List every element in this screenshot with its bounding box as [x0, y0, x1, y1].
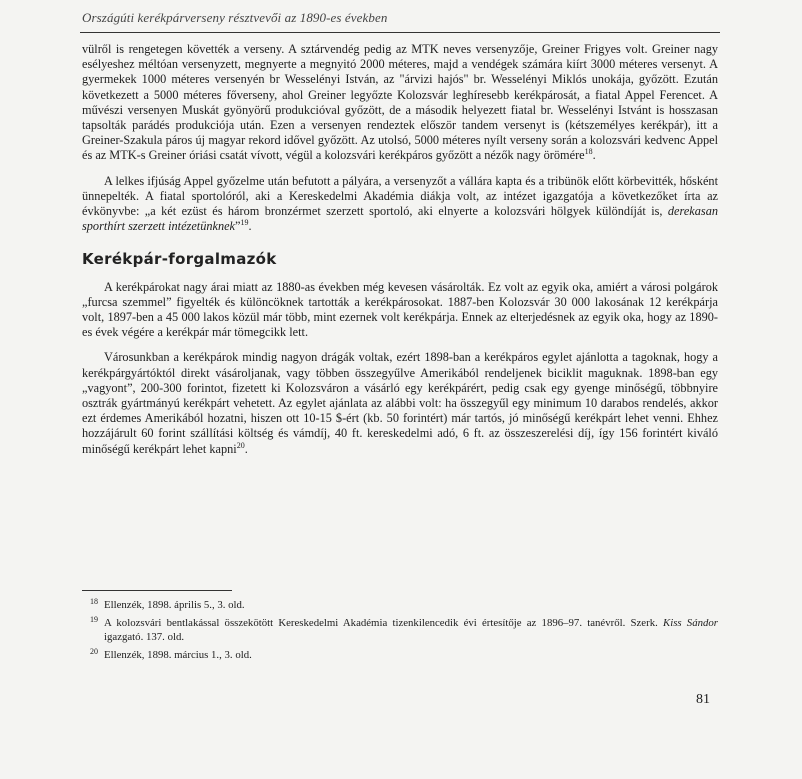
paragraph-2-text: A lelkes ifjúság Appel győzelme után befutott a pályára, a versenyzőt a vállára kapta és a tribünök előtt körbevitték, hősként ünnepelték. A fiatal sportolóról, aki a Kereskedelmi Akadémia diákja volt, az intézet igazgatója a következőket írta az évkönyvbe: „a két ezüst és három bronzérmet szerzett sportoló, aki elnyerte a kolozsvári hölgyek különdíját is,	[82, 173, 718, 219]
paragraph-4-end: .	[244, 441, 248, 456]
paragraph-4-text: Városunkban a kerékpárok mindig nagyon drágák voltak, ezért 1898-ban a kerékpáros egylet ajánlotta a tagoknak, hogy a kerékpárgyártóktól direkt vásároljanak, vagy többen összegyűlve Amerikából rendeljenek biciklit maguknak. 1898-ban egy „vagyont”, 200-300 forintot, fizetett ki Kolozsváron a vásárló egy kerékpárért, pedig csak egy gyenge minőségű, többnyire osztrák gyártmányú kerékpárt vehetett. Az egylet ajánlata az alábbi volt: ha összegyűl egy minimum 10 darabos rendelés, akkor ezt érdemes Amerikából hozatni, hiszen ott 10-15 $-ért (kb. 50 forintért) már tartós, jó minőségű kerékpárt lehet venni. Ehhez hozzájárult 60 forint szállítási költség és vámdíj, 40 ft. kereskedelmi adó, 6 ft. az összeszerelési díj, így 156 forintért kiváló minőségű kerékpárt lehet kapni	[82, 350, 718, 456]
footnote-ref-19: 19	[240, 218, 249, 228]
footnote-text: A kolozsvári bentlakással összekötött Kereskedelmi Akadémia tizenkilencedik évi értesítője az 1896–97. tanévről. Szerk.	[104, 617, 663, 629]
section-heading: Kerékpár-forgalmazók	[82, 250, 277, 269]
footnote-ref-20: 20	[236, 440, 245, 450]
footnote-number: 20	[90, 647, 98, 656]
footnote-18	[82, 598, 718, 612]
footnote-19	[82, 616, 718, 644]
paragraph-4	[82, 350, 718, 456]
footnote-text: Ellenzék, 1898. március 1., 3. old.	[104, 649, 252, 661]
header-rule	[80, 32, 720, 33]
footnote-tail: igazgató. 137. old.	[104, 631, 185, 643]
footnote-number: 19	[90, 615, 98, 624]
paragraph-2-tail: ”	[235, 219, 241, 234]
paragraph-2-end: .	[248, 219, 252, 234]
paragraph-2-quote: derekasan sporthírt szerzett intézetünknek	[82, 204, 718, 234]
footnote-ref-18: 18	[584, 147, 593, 157]
footnote-number: 18	[90, 597, 98, 606]
footnote-rule	[82, 590, 232, 591]
page-number: 81	[696, 692, 710, 707]
paragraph-2	[82, 174, 718, 235]
paragraph-1: vülről is rengetegen követték a verseny. A sztárvendég pedig az MTK neves versenyzője, Greiner Frigyes volt. Greiner nagy esélyeshez méltóan versenyzett, megnyerte a megnyitó 2000 méteres, majd a vendégek számára kiírt 3000 méteres versenyt. A gyermekek 1000 méteres versenyén br Wesselényi István, az "árvizi hajós" br. Wesselényi Miklós unokája, győzött. Ezután következett a 5000 méteres főverseny, ahol Greiner legyőzte Kolozsvár leghíresebb kerékpárosát, a fiatal Appel Ferencet. A művészi versenyen Muskát gyönyörű produkcióval győzött, de a második helyezett fiatal br. Wesselényi Istvánt is hosszasan tapsolták parádés produkciója után. Ezen a versenyen rendeztek először tandem versenyt is (kétszemélyes kerékpár), itt a Greiner-Szakula páros új magyar rekord idővel győzött. Az utolsó, 5000 méteres nyílt verseny során a kolozsvári kedvenc Appel és az MTK-s Greiner óriási csatát vívott, végül a kolozsvári kerékpáros győzött a nézők nagy örömére$^{18}$.	[82, 42, 718, 163]
body-text	[82, 42, 718, 457]
running-head: Országúti kerékpárverseny résztvevői az 1890-es években	[82, 10, 388, 25]
paragraph-1-text: vülről is rengetegen követték a verseny. A sztárvendég pedig az MTK neves versenyzője, Greiner Frigyes volt. Greiner nagy esélyeshez méltóan versenyzett, megnyerte a megnyitó 2000 méteres, majd a vendégek számára kiírt 3000 méteres versenyt. A gyermekek 1000 méteres versenyén br Wesselényi István, az "árvizi hajós" br. Wesselényi Miklós unokája, győzött. Ezután következett a 5000 méteres főverseny, ahol Greiner legyőzte Kolozsvár leghíresebb kerékpárosát, a fiatal Appel Ferencet. A művészi versenyen Muskát gyönyörű produkcióval győzött, de a második helyezett fiatal br. Wesselényi Istvánt is hosszasan tapsolták parádés produkciója után. Ezen a versenyen rendeztek először tandem versenyt is (kétszemélyes kerékpár), itt a Greiner-Szakula páros új magyar rekord idővel győzött. Az utolsó, 5000 méteres nyílt verseny során a kolozsvári kedvenc Appel és az MTK-s Greiner óriási csatát vívott, végül a kolozsvári kerékpáros győzött a nézők nagy örömére	[82, 42, 718, 163]
footnote-editor: Kiss Sándor	[663, 617, 718, 629]
footnote-text: Ellenzék, 1898. április 5., 3. old.	[104, 599, 245, 611]
paragraph-3: A kerékpárokat nagy árai miatt az 1880-as években még kevesen vásárolták. Ez volt az egyik oka, amiért a városi polgárok „furcsa szemmel” figyelték és különcöknek tartották a kerékpárosokat. 1887-ben Kolozsvár 30 000 lakosának 12 kerékpárja volt, 1897-ben a 45 000 lakos közül már több, mint ezernek volt kerékpárja. Ennek az elterjedésnek az egyik oka, hogy az 1890-es évek végére a kerékpár már tömegcikk lett.	[82, 279, 718, 340]
footnotes	[82, 598, 718, 666]
footnote-20	[82, 648, 718, 662]
